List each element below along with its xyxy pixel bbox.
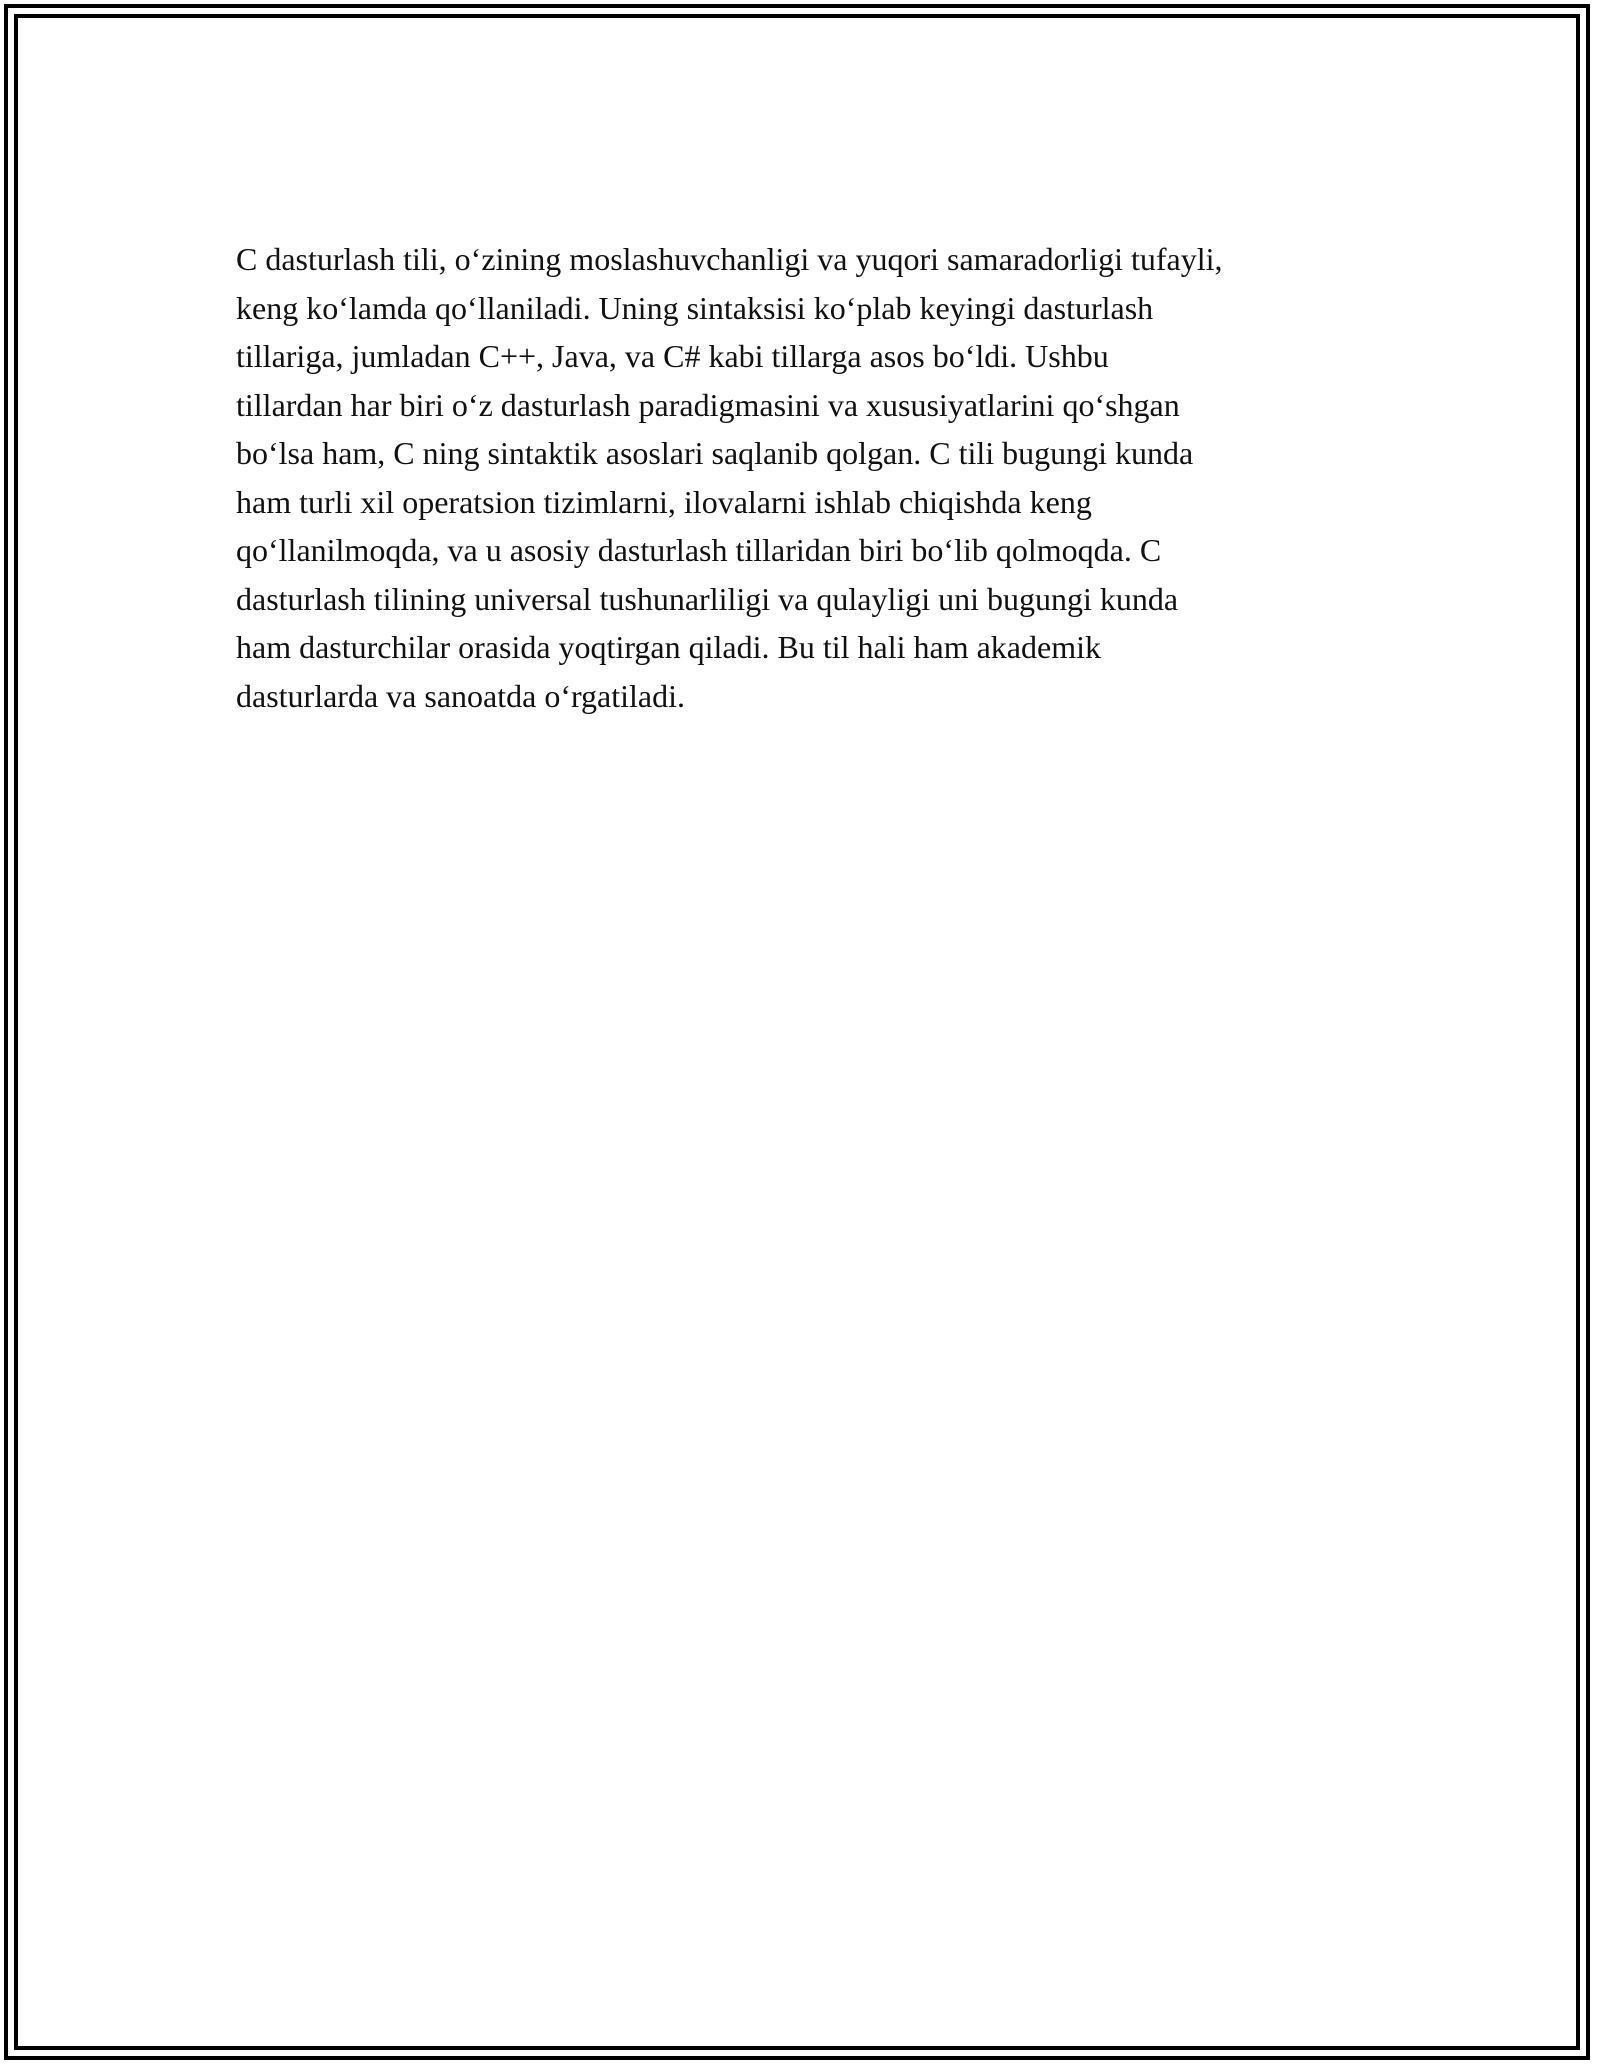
body-paragraph bbox=[236, 235, 1396, 720]
paragraph-line: dasturlash tilining universal tushunarliligi va qulayligi uni bugungi kunda bbox=[236, 580, 1179, 617]
paragraph-line: C dasturlash tili, o‘zining moslashuvchanligi va yuqori samaradorligi tufayli, bbox=[236, 241, 1223, 277]
paragraph-line: dasturlarda va sanoatda o‘rgatiladi. bbox=[236, 677, 686, 714]
paragraph-line: keng ko‘lamda qo‘llaniladi. Uning sintaksisi ko‘plab keyingi dasturlash bbox=[236, 289, 1154, 326]
paragraph-line: ham turli xil operatsion tizimlarni, ilovalarni ishlab chiqishda keng bbox=[236, 483, 1092, 520]
paragraph-line: bo‘lsa ham, C ning sintaktik asoslari saqlanib qolgan. C tili bugungi kunda bbox=[236, 435, 1194, 471]
paragraph-line: qo‘llanilmoqda, va u asosiy dasturlash tillaridan biri bo‘lib qolmoqda. C bbox=[236, 532, 1162, 568]
paragraph-line: tillardan har biri o‘z dasturlash paradigmasini va xususiyatlarini qo‘shgan bbox=[236, 386, 1180, 423]
paragraph-line: ham dasturchilar orasida yoqtirgan qiladi. Bu til hali ham akademik bbox=[236, 629, 1101, 665]
paragraph-line: tillariga, jumladan C++, Java, va C# kabi tillarga asos bo‘ldi. Ushbu bbox=[236, 338, 1109, 374]
